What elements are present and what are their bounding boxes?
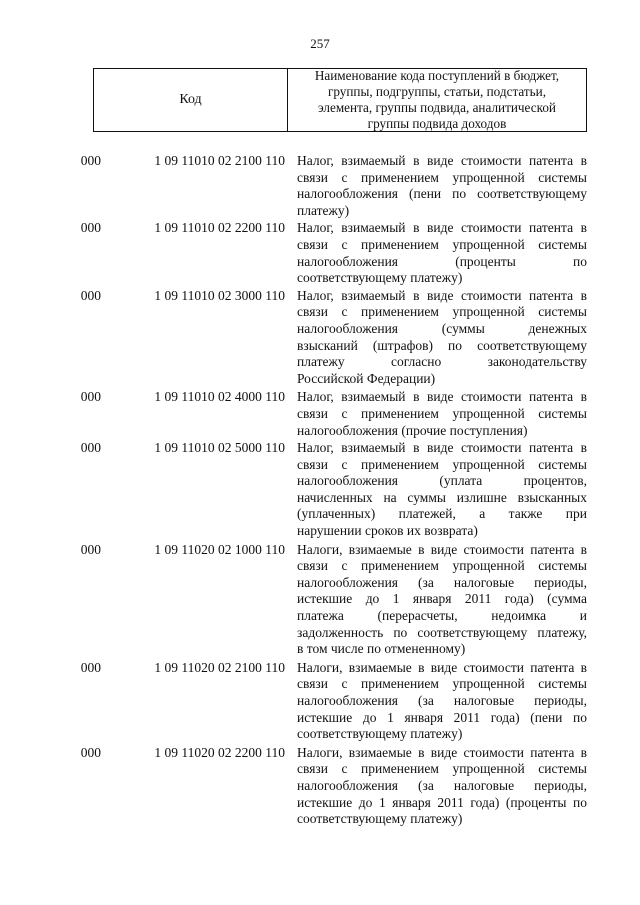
- table-row: [0, 220, 640, 286]
- revenue-name-line: Налог, взимаемый в виде стоимости патента в: [297, 153, 587, 168]
- admin-code: 000: [80, 389, 101, 405]
- revenue-name: [297, 288, 587, 388]
- revenue-name-line: налогообложения (за налоговые периоды,: [297, 693, 587, 708]
- table-row: [0, 542, 640, 658]
- revenue-name-line: взысканий (штрафов) по соответствующему: [297, 337, 587, 353]
- table-row: [0, 389, 640, 439]
- revenue-name-line: задолженность по соответствующему платежу,: [297, 624, 587, 640]
- revenue-name-line: Налоги, взимаемые в виде стоимости патента в: [297, 541, 587, 557]
- revenue-name-line: связи с применением упрощенной системы: [297, 169, 587, 185]
- revenue-name-line: налогообложения (суммы денежных: [297, 320, 587, 336]
- revenue-name-line: соответствующему платежу): [297, 811, 463, 827]
- admin-code: 000: [80, 541, 101, 557]
- revenue-code: 1 09 11020 02 2100 110: [154, 659, 285, 675]
- revenue-code: 1 09 11010 02 2200 110: [154, 220, 285, 236]
- table-row: [0, 440, 640, 540]
- revenue-code: 1 09 11020 02 2200 110: [154, 744, 285, 760]
- revenue-name-line: связи с применением упрощенной системы: [297, 558, 587, 574]
- table-header: [93, 68, 587, 132]
- revenue-name-line: связи с применением упрощенной системы: [297, 405, 587, 421]
- revenue-name: [297, 153, 587, 219]
- revenue-name-line: платежу согласно законодательству: [297, 354, 587, 370]
- revenue-name-line: налогообложения (за налоговые периоды,: [297, 574, 587, 590]
- revenue-name: [297, 389, 587, 439]
- header-code-cell: [94, 69, 288, 131]
- revenue-name-line: истекшие до 1 января 2011 года) (пени по: [297, 709, 587, 725]
- revenue-name-line: начисленных на суммы излишне взысканных: [297, 489, 587, 505]
- revenue-name: [297, 745, 587, 828]
- revenue-name-line: платежу): [297, 202, 350, 218]
- header-name-cell: [288, 69, 586, 131]
- revenue-name-line: налогообложения (пени по соответствующему: [297, 186, 587, 202]
- revenue-name-line: нарушении сроков их возврата): [297, 523, 478, 539]
- revenue-name-line: Российской Федерации): [297, 370, 436, 386]
- page-number: 257: [310, 36, 330, 51]
- header-name-label: Наименование кода поступлений в бюджет, группы, подгруппы, статьи, подстатьи, элемента, группы подвида, аналитической группы подвида доходов: [314, 68, 560, 131]
- revenue-name-line: связи с применением упрощенной системы: [297, 236, 587, 252]
- revenue-name-line: соответствующему платежу): [297, 726, 463, 742]
- admin-code: 000: [80, 659, 101, 675]
- revenue-name-line: налогообложения (за налоговые периоды,: [297, 777, 587, 793]
- revenue-name-line: связи с применением упрощенной системы: [297, 456, 587, 472]
- admin-code: 000: [80, 220, 101, 236]
- revenue-name-line: Налог, взимаемый в виде стоимости патента в: [297, 220, 587, 236]
- table-row: [0, 745, 640, 828]
- admin-code: 000: [80, 287, 101, 303]
- table-row: [0, 288, 640, 388]
- revenue-name-line: (уплаченных) платежей, а также при: [297, 506, 587, 522]
- revenue-name-line: Налог, взимаемый в виде стоимости патента в: [297, 440, 587, 456]
- revenue-name: [297, 542, 587, 658]
- admin-code: 000: [80, 744, 101, 760]
- revenue-name-line: связи с применением упрощенной системы: [297, 304, 587, 320]
- revenue-name-line: истекшие до 1 января 2011 года) (сумма: [297, 591, 587, 607]
- revenue-name-line: истекшие до 1 января 2011 года) (проценты по: [297, 794, 587, 810]
- table-row: [0, 660, 640, 743]
- revenue-name: [297, 220, 587, 286]
- revenue-name: [297, 660, 587, 743]
- revenue-code: 1 09 11010 02 5000 110: [154, 440, 285, 456]
- header-code-label: Код: [179, 92, 202, 107]
- revenue-name-line: Налоги, взимаемые в виде стоимости патента в: [297, 659, 587, 675]
- admin-code: 000: [80, 153, 101, 168]
- revenue-name: [297, 440, 587, 540]
- revenue-code: 1 09 11020 02 1000 110: [154, 541, 285, 557]
- revenue-name-line: в том числе по отмененному): [297, 641, 466, 657]
- table-row: [0, 153, 640, 219]
- revenue-name-line: Налоги, взимаемые в виде стоимости патента в: [297, 744, 587, 760]
- revenue-code: 1 09 11010 02 2100 110: [154, 153, 285, 168]
- revenue-name-line: платежа (перерасчеты, недоимка и: [297, 608, 587, 624]
- revenue-code: 1 09 11010 02 4000 110: [154, 389, 285, 405]
- admin-code: 000: [80, 440, 101, 456]
- revenue-code: 1 09 11010 02 3000 110: [154, 287, 285, 303]
- revenue-name-line: налогообложения (проценты по: [297, 253, 587, 269]
- revenue-name-line: налогообложения (уплата процентов,: [297, 473, 587, 489]
- revenue-name-line: Налог, взимаемый в виде стоимости патента в: [297, 287, 587, 303]
- revenue-name-line: налогообложения (прочие поступления): [297, 422, 528, 438]
- revenue-name-line: Налог, взимаемый в виде стоимости патента в: [297, 389, 587, 405]
- table-body: [0, 153, 640, 828]
- revenue-name-line: связи с применением упрощенной системы: [297, 676, 587, 692]
- revenue-name-line: соответствующему платежу): [297, 270, 463, 286]
- revenue-name-line: связи с применением упрощенной системы: [297, 761, 587, 777]
